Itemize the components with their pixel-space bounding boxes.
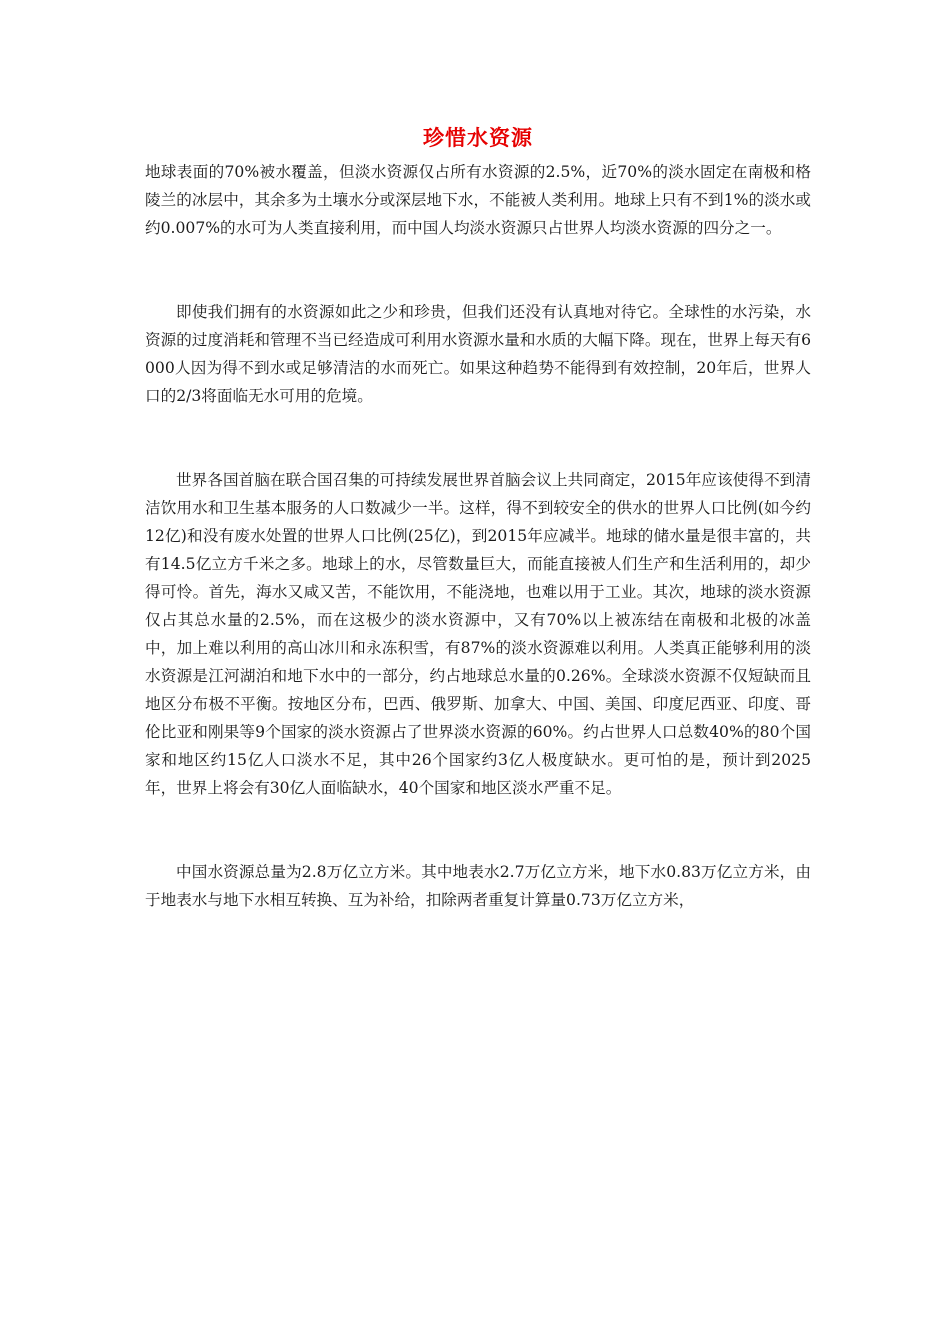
paragraph-world-summit: 世界各国首脑在联合国召集的可持续发展世界首脑会议上共同商定，2015年应该使得不到清洁饮用水和卫生基本服务的人口数减少一半。这样，得不到较安全的供水的世界人口比例(如今约12亿)和没有废水处置的世界人口比例(25亿)，到2015年应减半。地球的储水量是很丰富的，共有14.5亿立方千米之多。地球上的水，尽管数量巨大，而能直接被人们生产和生活利用的，却少得可怜。首先，海水又咸又苦，不能饮用，不能浇地，也难以用于工业。其次，地球的淡水资源仅占其总水量的2.5%，而在这极少的淡水资源中，又有70%以上被冻结在南极和北极的冰盖中，加上难以利用的高山冰川和永冻积雪，有87%的淡水资源难以利用。人类真正能够利用的淡水资源是江河湖泊和地下水中的一部分，约占地球总水量的0.26%。全球淡水资源不仅短缺而且地区分布极不平衡。按地区分布，巴西、俄罗斯、加拿大、中国、美国、印度尼西亚、印度、哥伦比亚和刚果等9个国家的淡水资源占了世界淡水资源的60%。约占世界人口总数40%的80个国家和地区约15亿人口淡水不足，其中26个国家约3亿人极度缺水。更可怕的是，预计到2025年，世界上将会有30亿人面临缺水，40个国家和地区淡水严重不足。 [145, 471, 811, 797]
paragraph-water-pollution: 即使我们拥有的水资源如此之少和珍贵，但我们还没有认真地对待它。全球性的水污染，水资源的过度消耗和管理不当已经造成可利用水资源水量和水质的大幅下降。现在，世界上每天有6000人因为得不到水或足够清洁的水而死亡。如果这种趋势不能得到有效控制，20年后，世界人口的2/3将面临无水可用的危境。 [145, 303, 811, 405]
document-page [145, 118, 811, 914]
paragraph-gap [145, 802, 811, 858]
paragraph-gap [145, 410, 811, 466]
paragraph-water-coverage: 地球表面的70%被水覆盖，但淡水资源仅占所有水资源的2.5%，近70%的淡水固定在南极和格陵兰的冰层中，其余多为土壤水分或深层地下水，不能被人类利用。地球上只有不到1%的淡水或约0.007%的水可为人类直接利用，而中国人均淡水资源只占世界人均淡水资源的四分之一。 [145, 163, 811, 237]
paragraph-gap [145, 242, 811, 298]
document-title: 珍惜水资源 [423, 126, 533, 150]
paragraph-china-water: 中国水资源总量为2.8万亿立方米。其中地表水2.7万亿立方米，地下水0.83万亿立方米，由于地表水与地下水相互转换、互为补给，扣除两者重复计算量0.73万亿立方米， [145, 863, 811, 909]
